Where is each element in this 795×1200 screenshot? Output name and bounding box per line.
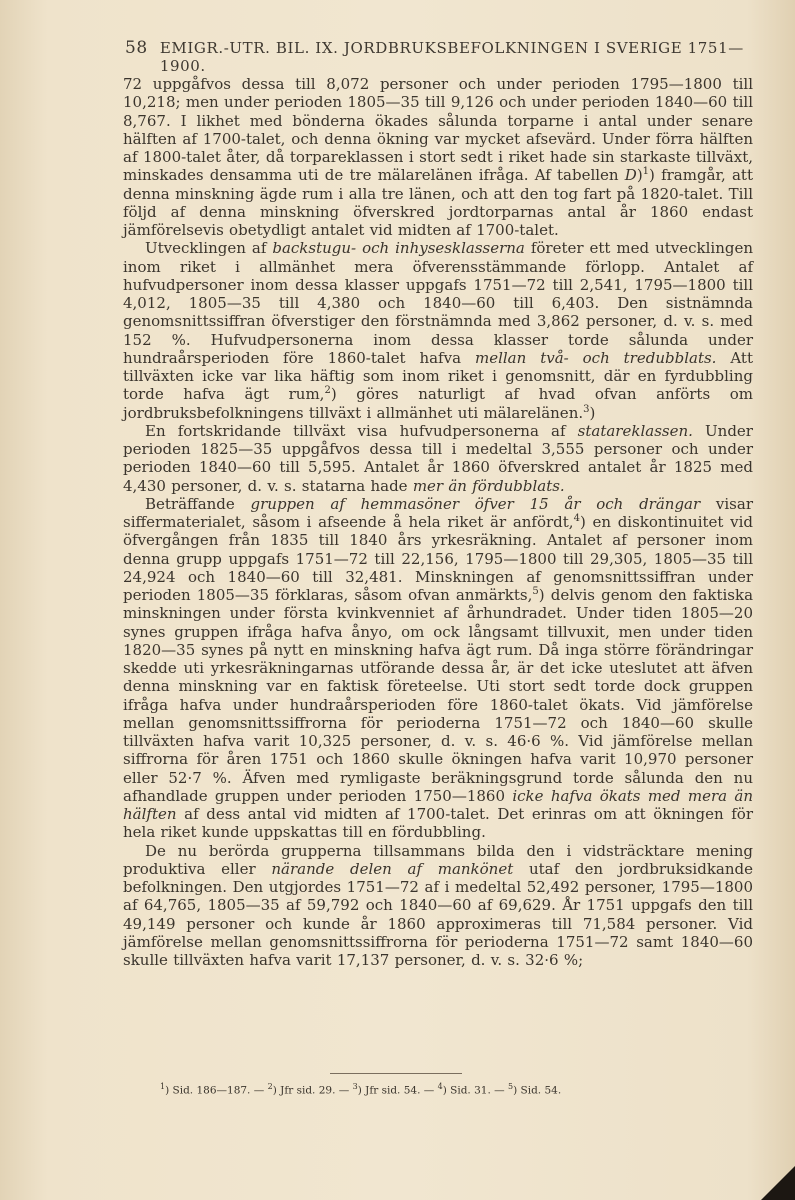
footnote-ref: 1	[642, 166, 650, 178]
body-text	[123, 75, 753, 969]
footnote-mark: 2	[267, 1082, 273, 1091]
emphasis: statareklassen.	[577, 421, 693, 440]
text-run: utaf den jordbruksidkande befolkningen. Den utgjordes 1751—72 af i medeltal 52,492 personer, 1795—1800 af 64,765, 1805—35 af 59,792 och 1840—60 af 69,629. År 1751 uppgafs den till 49,149 personer och kunde år 1860 approximeras till 71,584 personer. Vid jämförelse mellan genomsnittssiffrorna för perioderna 1751—72 samt 1840—60 skulle tillväxten hafva varit 17,137 personer, d. v. s. 32·6 %;	[123, 859, 754, 969]
paragraph	[123, 239, 753, 422]
footnote-rule	[330, 1073, 462, 1074]
emphasis: gruppen af hemmasöner öfver 15 år och drängar	[250, 494, 701, 513]
emphasis: backstugu- och inhysesklasserna	[272, 239, 525, 258]
footnote-text: ) Sid. 54.	[513, 1084, 562, 1097]
text-run: En fortskridande tillväxt visa hufvudpersonerna af	[145, 421, 578, 440]
footnote-text: ) Sid. 31.	[442, 1084, 491, 1097]
text-run: ) en diskontinuitet vid öfvergången från 1835 till 1840 års yrkesräkning. Antalet af personer inom denna grupp uppgafs 1751—72 till 22,156, 1795—1800 till 29,305, 1805—35 till 24,924 och 1840—60 till 32,481. Minskningen af genomsnittssiffran under perioden 1805—35 förklaras, såsom ofvan anmärkts,	[123, 513, 753, 604]
text-run: ) göres naturligt af hvad ofvan anförts om jordbruksbefolkningens tillväxt i allmänhet uti mälarelänen.	[123, 385, 753, 422]
footnotes	[160, 1082, 760, 1097]
footnote-text: ) Jfr sid. 29.	[272, 1084, 336, 1097]
footnote-mark: 3	[352, 1082, 358, 1091]
text-run: 72 uppgåfvos dessa till 8,072 personer och under perioden 1795—1800 till 10,218; men under perioden 1805—35 till 9,126 och under perioden 1840—60 till 8,767. I likhet med bönderna ökades sålunda torparne i antal under senare hälften af 1700-talet, och denna ökning var mycket afsevärd. Under förra hälften af 1800-talet åter, då torpareklassen i stort sedt i riket hade sin starkaste tillväxt, minskades densamma uti de tre mälarelänen ifråga. Af tabellen	[123, 75, 753, 185]
page-corner-shadow	[761, 1166, 795, 1200]
footnote-text: ) Sid. 186—187.	[165, 1084, 251, 1097]
text-run: ) delvis genom den faktiska minskningen under första kvinkvenniet af århundradet. Under tiden 1805—20 synes gruppen ifråga hafva ånyo, om ock långsamt tillvuxit, men under tiden 1820—35 synes på nytt en minskning hafva ägt rum. Då inga större förändringar skedde uti yrkesräkningarnas utförande dessa år, är det icke uteslutet att äfven denna minskning var en faktisk företeelse. Uti stort sedt torde dock gruppen ifråga hafva under hundraårsperioden före 1860-talet ökats. Vid jämförelse mellan genomsnittssiffrorna för perioderna 1751—72 och 1840—60 skulle tillväxten hafva varit 10,325 personer, d. v. s. 46·6 %. Vid jämförelse mellan siffrorna för åren 1751 och 1860 skulle ökningen hafva varit 10,970 personer eller 52·7 %. Äfven med rymligaste beräkningsgrund torde sålunda den nu afhandlade gruppen under perioden 1750—1860	[123, 586, 754, 805]
footnote-ref: 2	[324, 385, 331, 397]
text-run: Beträffande	[145, 494, 251, 513]
footnote-mark: 5	[508, 1082, 514, 1091]
paragraph	[123, 75, 753, 239]
footnote-separator: —	[250, 1084, 268, 1097]
running-header	[125, 38, 755, 75]
footnote-ref: 3	[583, 403, 590, 415]
footnote-separator: —	[490, 1084, 508, 1097]
text-run: företer ett med utvecklingen inom riket i allmänhet mera öfverensstämmande förlopp. Antalet af hufvudpersoner inom dessa klasser uppgafs 1751—72 till 2,541, 1795—1800 till 4,012, 1805—35 till 4,380 och 1840—60 till 6,403. Den sistnämnda genomsnittssiffran öfverstiger den förstnämnda med 3,862 personer, d. v. s. med 152 %. Hufvudpersonerna inom dessa klasser torde sålunda under hundraårsperioden före 1860-talet hafva	[123, 239, 754, 367]
paragraph	[123, 422, 753, 495]
text-run: )	[636, 166, 643, 185]
footnote-mark: 4	[437, 1082, 443, 1091]
footnote-mark: 1	[160, 1082, 166, 1091]
text-run: af dess antal vid midten af 1700-talet. Det erinras om att ökningen för hela riket kunde uppskattas till en fördubbling.	[123, 805, 753, 842]
text-run: De nu berörda grupperna tillsammans bilda den i vidsträcktare mening produktiva eller	[123, 841, 753, 878]
emphasis: mer än fördubblats.	[412, 476, 565, 495]
paragraph	[123, 495, 753, 842]
footnote-text: ) Jfr sid. 54.	[357, 1084, 421, 1097]
text-run: )	[589, 403, 596, 422]
emphasis: icke hafva ökats med mera än hälften	[123, 786, 754, 823]
emphasis: mellan två- och tredubblats.	[474, 348, 717, 367]
text-run: Att tillväxten icke var lika häftig som inom riket i genomsnitt, där en fyrdubbling torde hafva ägt rum,	[123, 348, 753, 404]
emphasis: D	[624, 166, 637, 185]
page-number: 58	[125, 38, 148, 58]
text-run: Utvecklingen af	[145, 239, 273, 258]
paragraph	[123, 842, 753, 970]
footnote-separator: —	[335, 1084, 353, 1097]
text-run: Under perioden 1825—35 uppgåfvos dessa till i medeltal 3,555 personer och under perioden 1840—60 till 5,595. Antalet år 1860 öfverskred antalet år 1825 med 4,430 personer, d. v. s. statarna hade	[123, 421, 753, 495]
text-run: ) framgår, att denna minskning ägde rum i alla tre länen, och att den tog fart på 1820-talet. Till följd af denna minskning öfverskred jordtorparnas antal år 1860 endast jämförelsevis obetydligt antalet vid midten af 1700-talet.	[123, 166, 753, 239]
running-title: EMIGR.-UTR. BIL. IX. JORDBRUKSBEFOLKNINGEN I SVERIGE 1751—1900.	[159, 39, 744, 75]
emphasis: närande delen af mankönet	[271, 859, 514, 878]
footnote-separator: —	[420, 1084, 438, 1097]
footnote-ref: 4	[573, 513, 580, 524]
footnote-ref: 5	[532, 586, 539, 597]
text-run: visar siffermaterialet, såsom i afseende å hela riket är anfördt,	[123, 494, 753, 531]
